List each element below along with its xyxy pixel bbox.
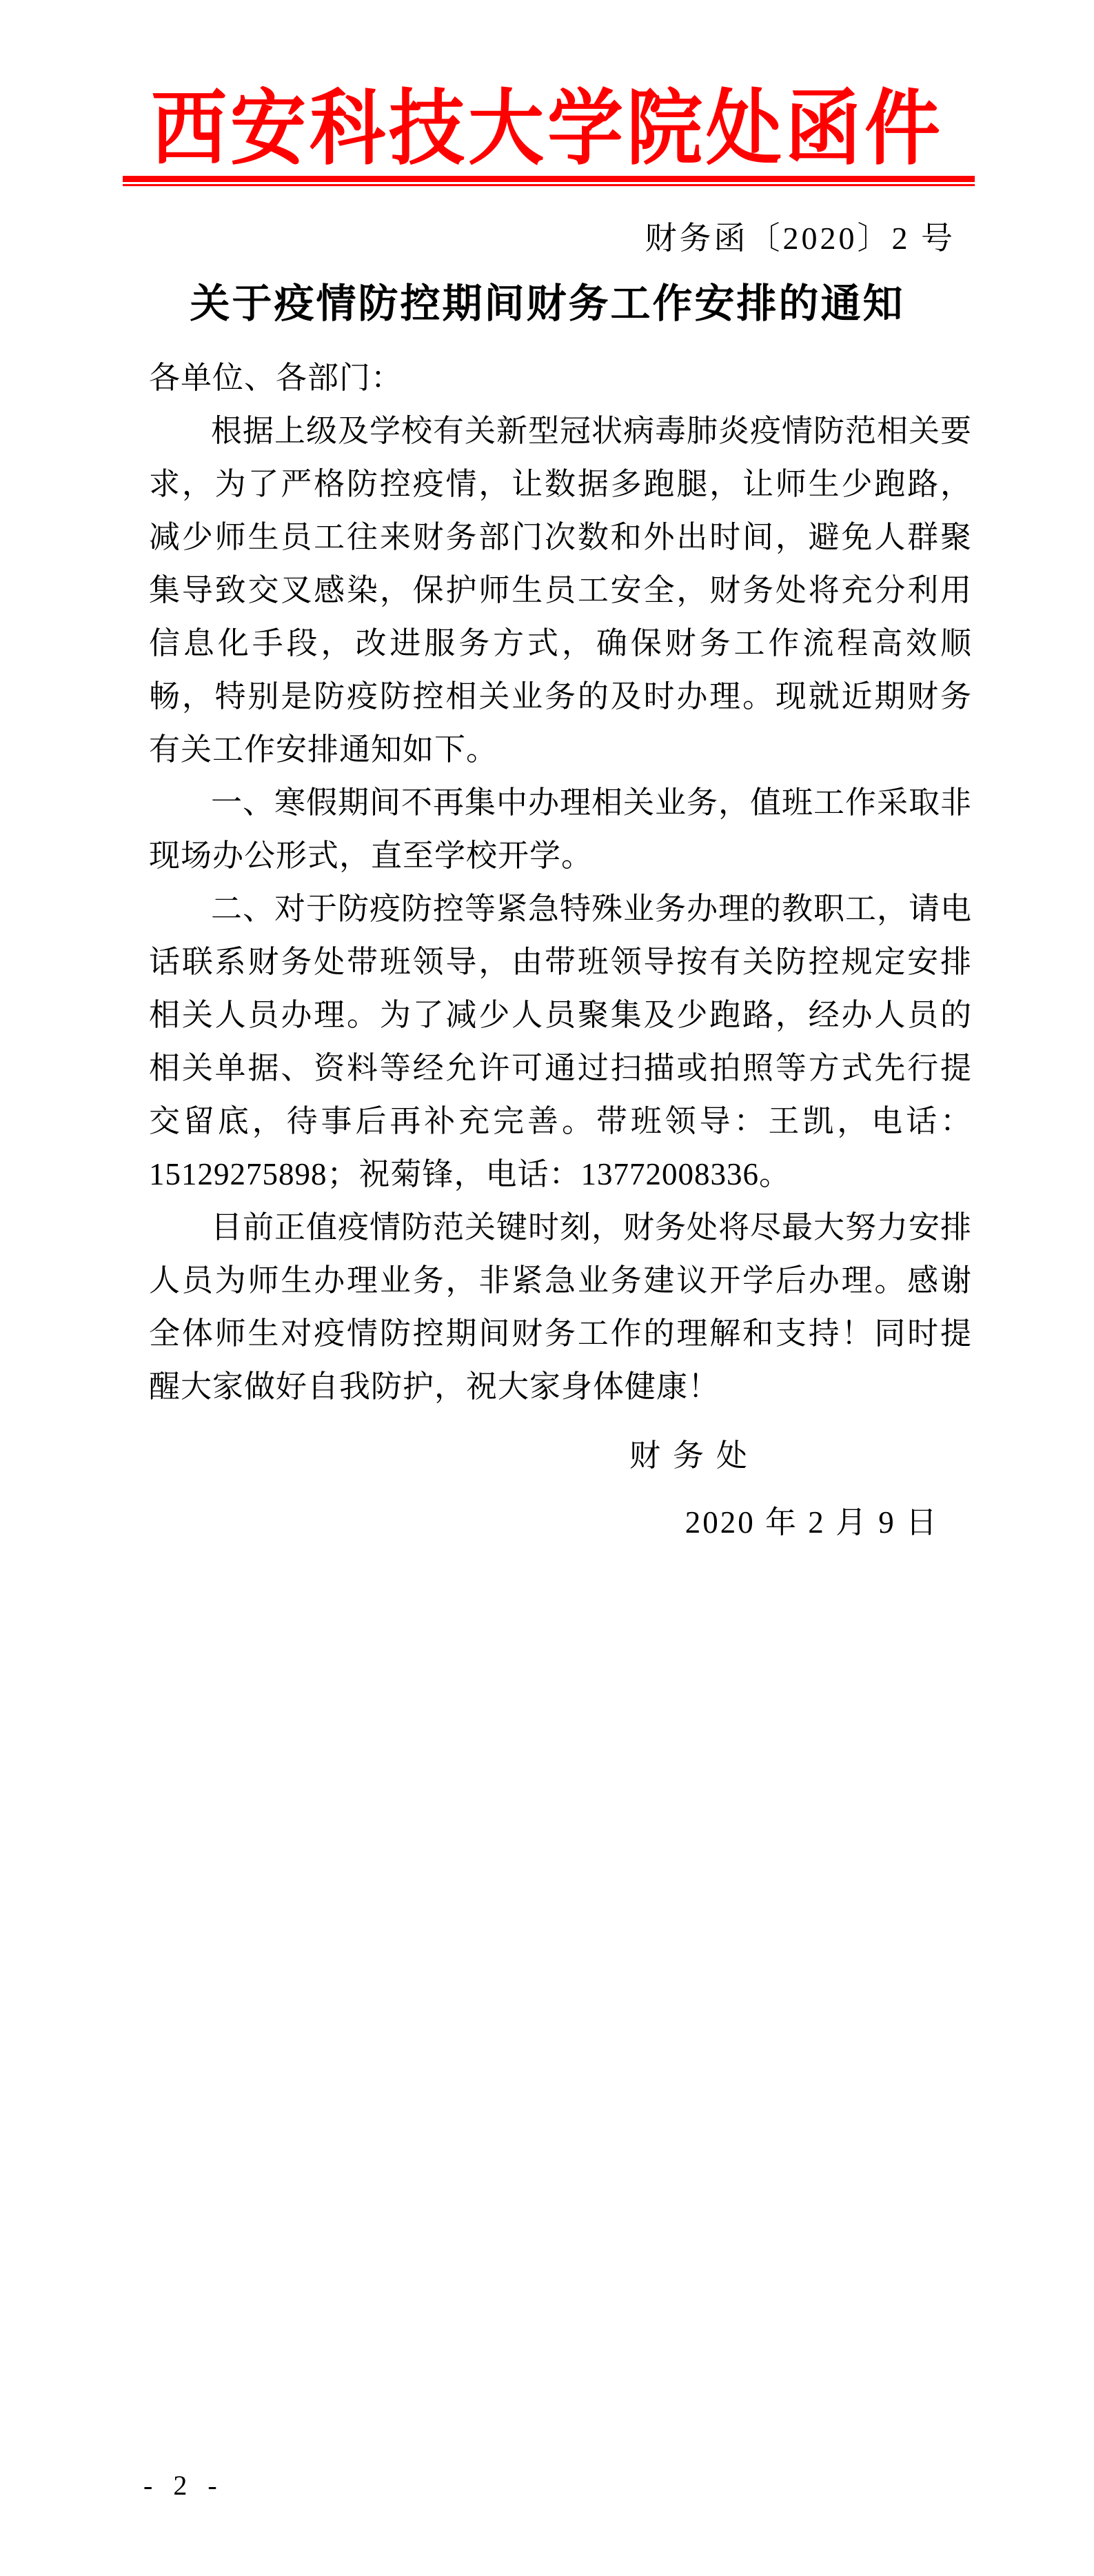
masthead-title: 西安科技大学院处函件 bbox=[151, 82, 944, 174]
paragraph-item-1: 一、寒假期间不再集中办理相关业务，值班工作采取非现场办公形式，直至学校开学。 bbox=[149, 785, 973, 873]
salutation: 各单位、各部门： bbox=[149, 361, 403, 395]
paragraph-intro: 根据上级及学校有关新型冠状病毒肺炎疫情防范相关要求，为了严格防控疫情，让数据多跑腿，让师生少跑路，减少师生员工往来财务部门次数和外出时间，避免人群聚集导致交叉感染，保护师生员工安全，财务处将充分利用信息化手段，改进服务方式，确保财务工作流程高效顺畅，特别是防疫防控相关业务的及时办理。现就近期财务有关工作安排通知如下。 bbox=[149, 414, 973, 767]
masthead-rule-thick bbox=[123, 176, 975, 182]
masthead-rule-thin bbox=[123, 184, 975, 186]
paragraph-item-2: 二、对于防疫防控等紧急特殊业务办理的教职工，请电话联系财务处带班领导，由带班领导按有关防控规定安排相关人员办理。为了减少人员聚集及少跑路，经办人员的相关单据、资料等经允许可通过扫描或拍照等方式先行提交留底，待事后再补充完善。带班领导：王凯，电话：15129275898；祝菊锋，电话：13772008336。 bbox=[149, 892, 973, 1191]
page-number: - 2 - bbox=[143, 2470, 224, 2501]
paragraph-closing: 目前正值疫情防范关键时刻，财务处将尽最大努力安排人员为师生办理业务，非紧急业务建议开学后办理。感谢全体师生对疫情防控期间财务工作的理解和支持！同时提醒大家做好自我防护，祝大家身体健康！ bbox=[149, 1210, 973, 1404]
document-body bbox=[149, 352, 972, 1413]
doc-number: 财务函〔2020〕2 号 bbox=[645, 221, 955, 256]
signature-department: 财务处 bbox=[629, 1438, 760, 1473]
signature-date: 2020 年 2 月 9 日 bbox=[685, 1505, 939, 1540]
notice-title: 关于疫情防控期间财务工作安排的通知 bbox=[190, 281, 905, 326]
